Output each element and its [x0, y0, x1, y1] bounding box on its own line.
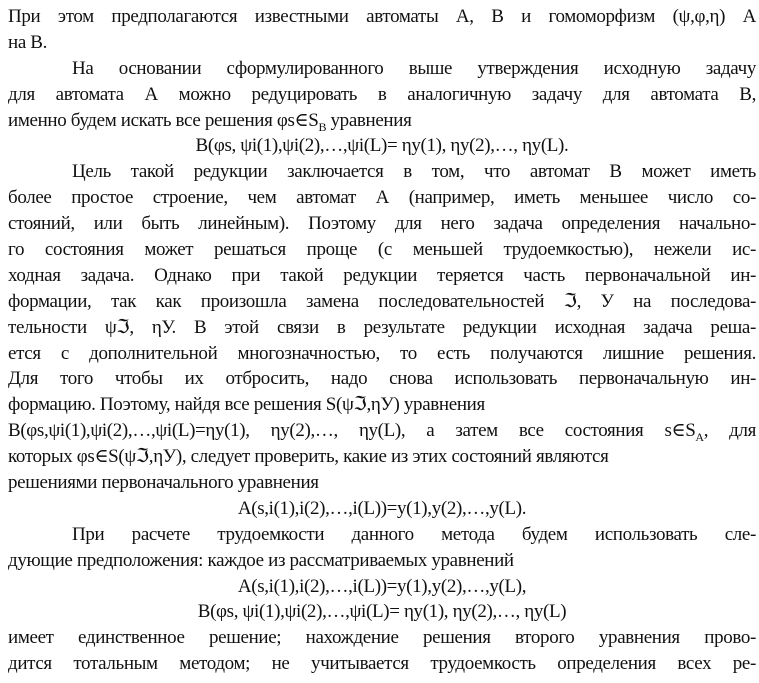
text-line: B(φs,ψi(1),ψi(2),…,ψi(L)=ηy(1), ηy(2),…, ηy(L), а затем все состояния $s\in S_A$, для: [8, 420, 756, 445]
text-line: тельности ψℑ, ηУ. В этой связи в результате редукции исходная задача реша-: [8, 316, 756, 338]
text-line: При расчете трудоемкости данного метода будем использовать сле-: [72, 523, 756, 545]
formula-line: B(φs, ψi(1),ψi(2),…,ψi(L)= ηy(1), ηy(2),…, ηy(L): [197, 601, 567, 623]
text-line: формации, так как произошла замена последовательностей ℑ, У на последова-: [8, 290, 756, 312]
formula-line: B(φs, ψi(1),ψi(2),…,ψi(L)= ηy(1), ηy(2),…, ηy(L).: [195, 135, 569, 157]
text-line: На основании сформулированного выше утверждения исходную задачу: [72, 57, 756, 79]
text-line: го состояния может решаться проще (с меньшей трудоемкостью), нежели ис-: [8, 239, 756, 261]
text-line: именно будем искать все решения $\varphi s\in S_B$ уравнения: [8, 109, 412, 134]
text-line: на В.: [8, 31, 48, 53]
text-line: дится тотальным методом; не учитывается трудоемкость определения всех ре-: [8, 653, 756, 675]
text-line: формацию. Поэтому, найдя все решения S(ψℑ,ηУ) уравнения: [8, 394, 485, 416]
text-line: ходная задача. Однако при такой редукции теряется часть первоначальной ин-: [8, 264, 756, 286]
text-line: Для того чтобы их отбросить, надо снова использовать первоначальную ин-: [8, 368, 756, 390]
formula-line: A(s,i(1),i(2),…,i(L))=y(1),y(2),…,y(L).: [237, 497, 527, 519]
text-line: более простое строение, чем автомат А (например, иметь меньшее число со-: [8, 187, 756, 209]
text-line: решениями первоначального уравнения: [8, 472, 319, 494]
formula-line: A(s,i(1),i(2),…,i(L))=y(1),y(2),…,y(L),: [237, 575, 527, 597]
text-line: При этом предполагаются известными автоматы А, В и гомоморфизм (ψ,φ,η) А: [8, 6, 756, 27]
text-line: для автомата А можно редуцировать в аналогичную задачу для автомата В,: [8, 83, 756, 105]
text-line: ется с дополнительной многозначностью, то есть получаются лишние решения.: [8, 342, 756, 364]
text-line: дующие предположения: каждое из рассматриваемых уравнений: [8, 549, 514, 571]
text-line: имеет единственное решение; нахождение решения второго уравнения прово-: [8, 627, 756, 649]
text-line: стояний, или быть линейным). Поэтому для него задача определения начально-: [8, 213, 756, 235]
text-line: которых φs∈S(ψℑ,ηУ), следует проверить, какие из этих состояний являются: [8, 446, 609, 468]
text-line: Цель такой редукции заключается в том, что автомат В может иметь: [72, 161, 756, 183]
